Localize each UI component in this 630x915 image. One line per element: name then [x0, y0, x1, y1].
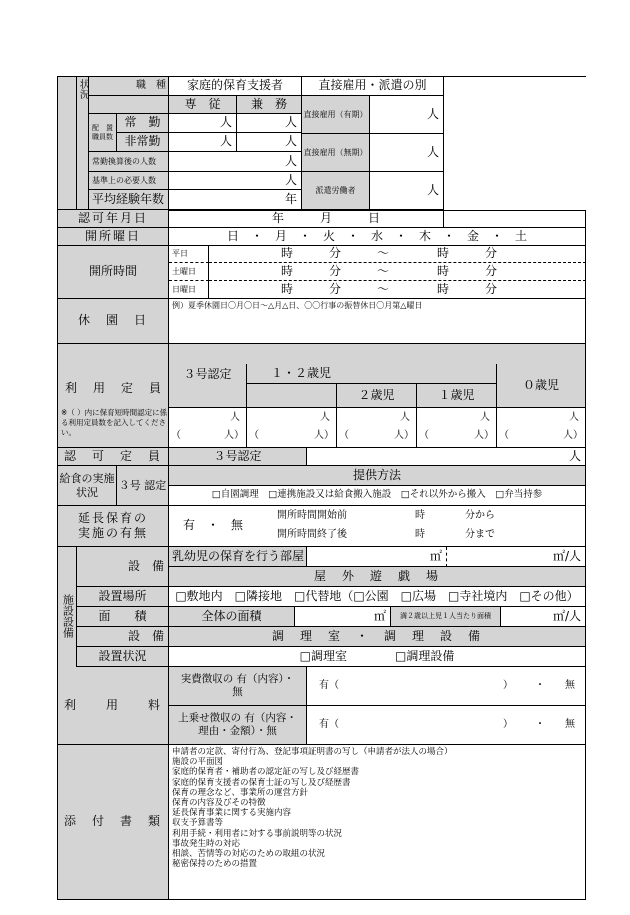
infant-room-area[interactable]: ㎡ [307, 547, 447, 567]
nonregular-fulltime-cell[interactable]: 人 [169, 133, 237, 152]
meals-method-header: 提供方法 [169, 466, 586, 486]
dispatch-label: 派遣労働者 [302, 172, 370, 210]
actual-cost-label: 実費徴収の 有（内容）・無 [169, 667, 307, 706]
dispatch-cell[interactable]: 人 [370, 172, 444, 210]
per-child-area-label: 満２歳以上児１人当たり面積 [391, 607, 501, 627]
meals-cert: ３号 認定 [117, 466, 169, 506]
capacity-label: 利 用 定 員 [64, 381, 163, 395]
attachment-item: 相談、苦情等の対応のための取組の状況 [172, 849, 326, 860]
attachment-item: 事故発生時の対応 [172, 838, 241, 849]
approval-date-blank [444, 210, 586, 228]
closed-days-value[interactable]: 例）夏季休園日〇月〇日～△月△日、〇〇行事の振替休日〇月第△曜日 [169, 299, 586, 344]
required-label: 基準上の必要人数 [89, 172, 169, 190]
capacity-age1: １歳児 [417, 384, 497, 408]
regular-label: 常 勤 [117, 114, 169, 133]
capacity-age0: ０歳児 [497, 364, 586, 408]
cap-cell-cert3[interactable]: 人 （ 人） [169, 408, 247, 448]
capacity-age2: ２歳児 [337, 384, 417, 408]
after-closing-label: 開所時間終了後 [277, 529, 347, 540]
surcharge-value[interactable]: 有（ ） ・ 無 [307, 706, 586, 745]
approval-date-label: 認可年月日 [57, 210, 169, 228]
application-form [57, 76, 586, 900]
cooking-header: 調 理 室 ・ 調 理 設 備 [169, 627, 586, 647]
attachment-item: 秘密保持のための措置 [172, 859, 258, 870]
full-time-header: 専 従 [169, 96, 237, 114]
meals-label: 給食の実施状況 [57, 466, 117, 506]
capacity-top-band [169, 344, 586, 364]
approved-capacity-label: 認 可 定 員 [57, 448, 169, 466]
opening-days-value[interactable]: 日 ・ 月 ・ 火 ・ 水 ・ 木 ・ 金 ・ 土 [169, 228, 586, 246]
job-type-sub-blank [89, 96, 169, 114]
before-opening-time[interactable]: 時 分から [415, 510, 495, 521]
install-status-label: 設置状況 [77, 647, 169, 667]
after-closing-time[interactable]: 時 分まで [415, 529, 495, 540]
total-area-value[interactable]: ㎡ [295, 607, 391, 627]
col-direct-dispatch: 直接雇用・派遣の別 [302, 76, 444, 96]
job-type-label: 職 種 [89, 76, 169, 96]
approved-capacity-cert3: ３号認定 [169, 448, 307, 466]
regular-fulltime-cell[interactable]: 人 [169, 114, 237, 133]
fte-cell[interactable]: 人 [169, 152, 302, 172]
attachment-item: 延長保育事業に関する実施内容 [172, 808, 292, 819]
left-margin-strip [57, 76, 77, 210]
location-label: 設置場所 [77, 587, 169, 607]
closed-days-label: 休 園 日 [57, 299, 169, 344]
attachment-item: 収支予算書等 [172, 818, 224, 829]
infant-room-label: 乳幼児の保育を行う部屋 [169, 547, 307, 567]
capacity-age12-sub [247, 384, 337, 408]
actual-cost-value[interactable]: 有（ ） ・ 無 [307, 667, 586, 706]
surcharge-label: 上乗せ徴収の 有（内容・理由・金額）・無 [169, 706, 307, 745]
opening-days-label: 開所曜日 [57, 228, 169, 246]
regular-parttime-cell[interactable]: 人 [237, 114, 302, 133]
direct-fixed-term-cell[interactable]: 人 [370, 96, 444, 134]
saturday-hours[interactable]: 時 分 ～ 時 分 [209, 263, 586, 281]
area-label: 面 積 [77, 607, 169, 627]
outdoor-play-header: 屋 外 遊 戯 場 [169, 567, 586, 587]
direct-fixed-term-label: 直接雇用（有期） [302, 96, 370, 134]
attachment-item: 利用手続・利用者に対する事前説明等の状況 [172, 828, 343, 839]
sunday-hours[interactable]: 時 分 ～ 時 分 [209, 281, 586, 299]
direct-indefinite-label: 直接雇用（無期） [302, 134, 370, 172]
opening-hours-label: 開所時間 [57, 246, 169, 299]
total-area-label: 全体の面積 [169, 607, 295, 627]
part-time-header: 兼 務 [237, 96, 302, 114]
facility-equipment-label: 設 備 [77, 547, 169, 587]
saturday-label: 土曜日 [169, 263, 209, 281]
fees-label: 利 用 料 [57, 667, 169, 745]
cooking-equipment-label: 設 備 [77, 627, 169, 647]
col-home-caregiver: 家庭的保育支援者 [169, 76, 302, 96]
avg-years-cell[interactable]: 年 [169, 190, 302, 210]
capacity-note: ※（ ）内に保育短時間認定に係る利用定員数を記入してください。 [61, 408, 168, 437]
status-blank-top [444, 76, 586, 96]
weekday-hours[interactable]: 時 分 ～ 時 分 [209, 246, 586, 263]
cap-cell-age0[interactable]: 人 （ 人） [497, 408, 586, 448]
cap-cell-age1[interactable]: 人 （ 人） [417, 408, 497, 448]
capacity-cert3: ３号認定 [169, 364, 247, 408]
sunday-label: 日曜日 [169, 281, 209, 299]
meals-method-options[interactable]: □自園調理 □連携施設又は給食搬入施設 □それ以外から搬入 □弁当持参 [169, 486, 586, 506]
weekday-label: 平日 [169, 246, 209, 263]
attachments-list [169, 745, 586, 900]
extended-care-times [257, 506, 586, 547]
approval-date-value[interactable]: 年 月 日 [169, 210, 444, 228]
infant-room-per-person[interactable]: ㎡/人 [447, 547, 586, 567]
nonregular-parttime-cell[interactable]: 人 [237, 133, 302, 152]
non-regular-label: 非常勤 [117, 133, 169, 152]
approved-capacity-value[interactable]: 人 [307, 448, 586, 466]
before-opening-label: 開所時間開始前 [277, 510, 347, 521]
attachment-item: 保育の理念など、事業所の運営方針 [172, 787, 309, 798]
required-cell[interactable]: 人 [169, 172, 302, 190]
attachment-item: 家庭的保育者・補助者の認定証の写し及び経歴書 [172, 767, 360, 778]
attachment-item: 家庭的保育支援者の保育士証の写し及び経歴書 [172, 777, 351, 788]
cap-cell-age2[interactable]: 人 （ 人） [337, 408, 417, 448]
avg-years-label: 平均経験年数 [89, 190, 169, 210]
install-status-options[interactable]: □調理室 □調理設備 [169, 647, 586, 667]
attachments-label: 添 付 書 類 [57, 745, 169, 900]
extended-care-label: 延長保育の実施の有無 [57, 506, 169, 547]
cap-cell-age12[interactable]: 人 （ 人） [247, 408, 337, 448]
attachment-item: 申請者の定款、寄付行為、登記事項証明書の写し（申請者が法人の場合） [172, 747, 453, 757]
status-label: 状況 [77, 76, 89, 210]
per-child-area-value[interactable]: ㎡/人 [501, 607, 586, 627]
attachment-item: 施設の平面図 [172, 757, 224, 768]
facilities-label: 施設設備 [57, 547, 77, 685]
capacity-label-cell [57, 344, 169, 448]
location-options[interactable]: □敷地内 □隣接地 □代替地（□公園 □広場 □寺社境内 □その他） [169, 587, 586, 607]
assigned-staff-label: 配 置 職員数 [89, 114, 117, 152]
extended-care-yes-no[interactable]: 有 ・ 無 [169, 506, 257, 547]
capacity-age12: １・２歳児 [247, 364, 497, 384]
direct-indefinite-cell[interactable]: 人 [370, 134, 444, 172]
attachment-item: 保育の内容及びその特徴 [172, 798, 266, 809]
fte-label: 常勤換算後の人数 [89, 152, 169, 172]
